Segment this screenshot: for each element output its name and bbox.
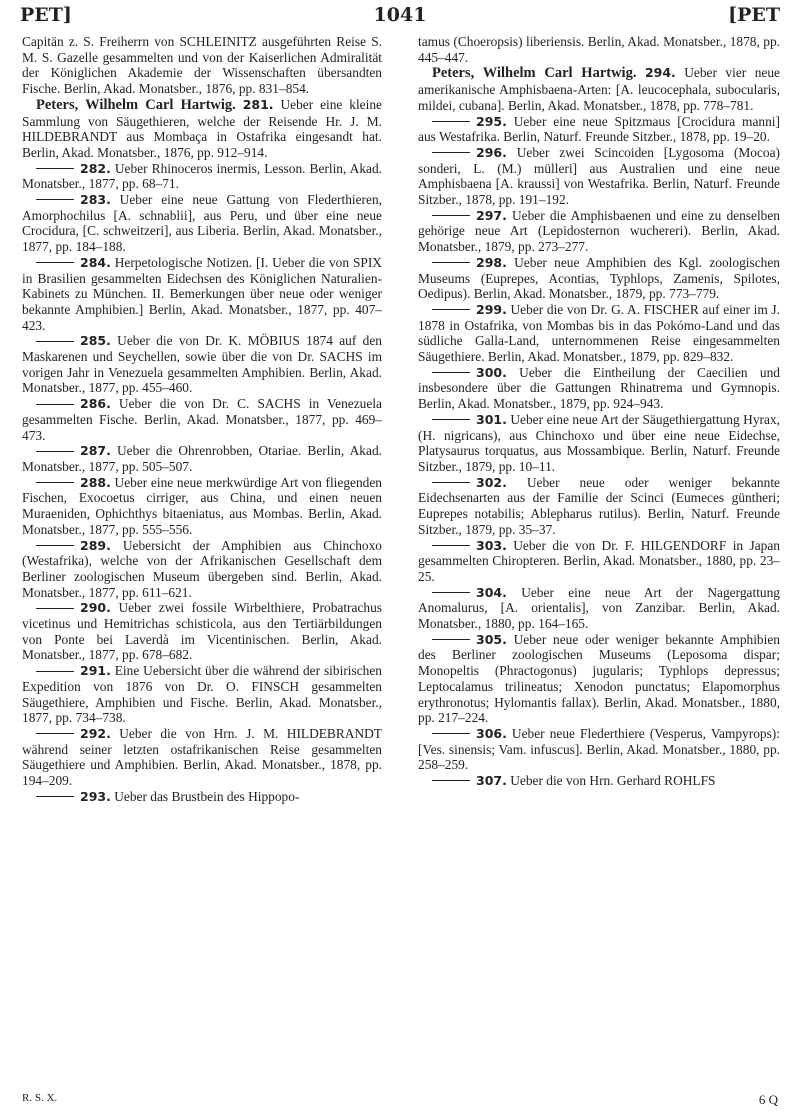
ditto-dash [432,780,470,781]
ditto-dash [36,545,74,546]
bibliography-entry [418,475,780,538]
bibliography-entry [22,333,382,396]
left-column [22,34,382,804]
bibliography-entry [22,443,382,474]
entry-number: 306. [476,725,507,741]
entry-text: Ueber eine neue merkwürdige Art von fliegenden Fischen, Exocoetus cirriger, aus China, und einen neuen Muraeniden, Ophichthys bitaeniatus, aus Mombas. Berlin, Akad. Monatsber., 1877, pp. 555–556. [22,474,382,537]
bibliography-entry [418,773,780,789]
bibliography-entry [22,663,382,726]
entry-text: Capitän z. S. Freiherrn von SCHLEINITZ ausgeführten Reise S. M. S. Gazelle gesammelten und von der Kaiserlichen Admiralität der Königlichen Akademie der Wissenschaften übersandten Fische. Berlin, Akad. Monatsber., 1876, pp. 831–854. [22,34,382,97]
ditto-dash [432,733,470,734]
entry-number: 302. [476,474,507,490]
entry-number: 298. [476,254,507,270]
ditto-dash [36,608,74,609]
ditto-dash [432,639,470,640]
ditto-dash [36,404,74,405]
entry-number: 290. [80,600,111,616]
bibliography-entry [418,34,780,65]
entry-text: Ueber die von Dr. C. SACHS in Venezuela gesammelten Fische. Berlin, Akad. Monatsber., 1877, pp. 469–473. [22,396,382,443]
entry-text: Ueber eine neue Spitzmaus [Crocidura manni] aus Westafrika. Berlin, Naturf. Freunde Sitzber., 1878, pp. 19–20. [418,113,780,145]
entry-text: Ueber eine neue Art der Nagergattung Anomalurus, [A. orientalis], von Zanzibar. Berlin, Akad. Monatsber., 1880, pp. 164–165. [418,584,780,632]
entry-text: Ueber zwei Scincoiden [Lygosoma (Mocoa) sonderi, L. (M.) mülleri] aus Australien und eine neue Amphisbaena [A. kraussi] von Westafrika. Berlin, Naturf. Freunde Sitzber., 1878, pp. 191–192. [418,144,781,208]
bibliography-entry [22,34,382,97]
entry-number: 291. [80,663,111,679]
page-number: 1041 [373,4,427,26]
ditto-dash [36,671,74,672]
bibliography-entry [22,396,382,443]
bibliography-entry [22,192,382,255]
ditto-dash [432,592,470,593]
entry-text: Ueber neue Flederthiere (Vesperus, Vampyrops): [Ves. sinensis; Vam. infuscus]. Berlin, Akad. Monatsber., 1880, pp. 258–259. [418,725,780,773]
entry-text: Ueber die von Dr. G. A. FISCHER auf einer im J. 1878 in Ostafrika, von Mombas bis in das Pokómo-Land und das südliche Galla-Land, unternommenen Reise eingesammelten Säugethiere. Berlin, Akad. Monatsber., 1879, pp. 829–832. [418,301,780,365]
ditto-dash [432,482,470,483]
ditto-dash [432,262,470,263]
entry-text: tamus (Choeropsis) liberiensis. Berlin, Akad. Monatsber., 1878, pp. 445–447. [418,34,780,65]
right-column [418,34,780,789]
ditto-dash [432,545,470,546]
entry-number: 283. [80,192,111,208]
page-footer [22,1092,778,1110]
entry-text: Ueber vier neue amerikanische Amphisbaena-Arten: [A. leucocephala, subocularis, mildei, cubana]. Berlin, Akad. Monatsber., 1878, pp. 778–781. [418,65,780,113]
bibliography-entry [22,161,382,192]
bibliography-entry [418,365,780,412]
entry-text: Eine Uebersicht über die während der sibirischen Expedition von 1876 von Dr. O. FINSCH gesammelten Säugethiere, Amphibien und Fische. Berlin, Akad. Monatsber., 1877, pp. 734–738. [22,663,382,726]
bibliography-entry [418,145,780,208]
ditto-dash [36,451,74,452]
ditto-dash [36,796,74,797]
entry-number: 289. [80,537,111,553]
entry-text: Herpetologische Notizen. [I. Ueber die von SPIX in Brasilien gesammelten Eidechsen des Königlichen Naturalien-Kabinets zu München. II. Bemerkungen über neue oder weniger bekannte Amphibien.] Berlin, Akad. Monatsber., 1877, pp. 407–423. [22,254,382,333]
header-right: [PET [728,4,780,26]
entry-number: 296. [476,144,507,160]
bibliography-entry [418,538,780,585]
entry-text: Ueber die von Dr. K. MÖBIUS 1874 auf den Maskarenen und Seychellen, sowie über die von Dr. SACHS im vorigen Jahr in Venezuela gesammelten Amphibien. Berlin, Akad. Monatsber., 1877, pp. 455–460. [22,333,382,396]
ditto-dash [432,372,470,373]
entry-number: 303. [476,537,507,553]
entry-number: 307. [476,773,507,789]
entry-text: Ueber die von Hrn. J. M. HILDEBRANDT während seiner letzten ostafrikanischen Reise gesammelten Säugethiere und Amphibien. Berlin, Akad. Monatsber., 1878, pp. 194–209. [22,725,382,789]
footer-signature: R. S. X. [22,1092,58,1104]
ditto-dash [36,733,74,734]
bibliography-entry [22,600,382,663]
entry-number: 285. [80,333,111,349]
entry-text: Ueber neue Amphibien des Kgl. zoologischen Museums (Euprepes, Acontias, Typhlops, Zamenis, Spilotes, Oedipus). Berlin, Akad. Monatsber., 1879, pp. 773–779. [418,254,780,302]
entry-text: Ueber die von Hrn. Gerhard ROHLFS [510,773,716,789]
bibliography-entry [418,114,780,145]
bibliography-entry [22,97,382,161]
entry-number: 293. [80,788,111,804]
bibliography-entry [418,632,780,726]
entry-text: Ueber das Brustbein des Hippopo- [114,788,300,804]
entry-text: Ueber die von Dr. F. HILGENDORF in Japan gesammelten Chiropteren. Berlin, Akad. Monatsber., 1880, pp. 23–25. [418,537,780,584]
entry-number: 292. [80,725,111,741]
ditto-dash [432,121,470,122]
bibliography-entry [22,726,382,789]
entry-number: 305. [476,631,507,647]
ditto-dash [432,419,470,420]
ditto-dash [36,482,74,483]
entry-number: 301. [476,411,507,427]
entry-number: 297. [476,207,507,223]
ditto-dash [432,152,470,153]
bibliography-entry [22,789,382,805]
entry-number: 284. [80,254,111,270]
bibliography-entry [22,538,382,601]
entry-number: 295. [476,113,507,129]
ditto-dash [432,215,470,216]
entry-number: 282. [80,160,111,176]
entry-text: Ueber neue oder weniger bekannte Amphibien des Berliner zoologischen Museums (Leposoma dispar; Monopeltis (Phractogonus) jugularis; Typhlops depressus; Leptocalamus trilineatus; Xenodon punctatus; Elapomorphus erythronotus; Hylomantis fallax). Berlin, Akad. Monatsber., 1880, pp. 217–224. [418,631,780,726]
entry-text: Ueber eine neue Gattung von Flederthieren, Amorphochilus [A. schnablii], aus Peru, und über eine neue Crocidura, [C. schweitzeri], aus Liberia. Berlin, Akad. Monatsber., 1877, pp. 184–188. [22,192,382,255]
entry-author: Peters, Wilhelm Carl Hartwig. [432,65,637,82]
page-header [20,4,780,30]
ditto-dash [36,262,74,263]
entry-text: Uebersicht der Amphibien aus Chinchoxo (Westafrika), welche von der Afrikanischen Gesellschaft dem Berliner zoologischen Museum übergeben sind. Berlin, Akad. Monatsber., 1877, pp. 611–621. [22,537,382,600]
entry-text: Ueber Rhinoceros inermis, Lesson. Berlin, Akad. Monatsber., 1877, pp. 68–71. [22,160,382,192]
footer-gathering: 6 Q [758,1092,778,1107]
entry-author: Peters, Wilhelm Carl Hartwig. [36,96,236,113]
entry-number: 294. [644,65,676,81]
header-left: PET] [20,4,72,26]
ditto-dash [432,309,470,310]
ditto-dash [36,341,74,342]
entry-number: 281. [242,96,274,112]
entry-text: Ueber die Ohrenrobben, Otariae. Berlin, Akad. Monatsber., 1877, pp. 505–507. [22,443,382,474]
bibliography-entry [418,65,780,113]
entry-text: Ueber die Amphisbaenen und eine zu denselben gehörige neue Art (Lepidosternon wuchereri). Berlin, Akad. Monatsber., 1879, pp. 273–277. [418,207,780,255]
bibliography-entry [418,302,780,365]
entry-text: Ueber zwei fossile Wirbelthiere, Probatrachus vicetinus und Hemitrichas schisticola, aus den Tertiärbildungen von Ponte bei Laverdà im Vicentinischen. Berlin, Akad. Monatsber., 1877, pp. 678–682. [22,600,382,663]
bibliography-entry [418,585,780,632]
entry-number: 287. [80,443,111,459]
bibliography-entry [22,255,382,334]
bibliography-entry [418,255,780,302]
entry-number: 300. [476,364,507,380]
entry-text: Ueber neue oder weniger bekannte Eidechsenarten aus der Familie der Scinci (Eumeces güntheri; Euprepes notabilis; Ablepharus rutilus). Berlin, Naturf. Freunde Sitzber., 1879, pp. 35–37. [418,474,780,537]
bibliography-entry [418,412,780,475]
entry-number: 299. [476,301,507,317]
entry-number: 304. [476,584,507,600]
entry-text: Ueber die Eintheilung der Caecilien und insbesondere über die Gattungen Rhinatrema und Gymnopis. Berlin, Akad. Monatsber., 1879, pp. 924–943. [418,364,780,412]
bibliography-entry [418,208,780,255]
ditto-dash [36,199,74,200]
ditto-dash [36,168,74,169]
entry-number: 288. [80,474,111,490]
entry-text: Ueber eine kleine Sammlung von Säugethieren, welche der Reisende Hr. J. M. HILDEBRANDT aus Mombaça in Ostafrika eingesandt hat. Berlin, Akad. Monatsber., 1876, pp. 912–914. [22,96,382,160]
entry-text: Ueber eine neue Art der Säugethiergattung Hyrax, (H. nigricans), aus Chinchoxo und über eine neue Eidechse, Platysaurus torquatus, aus Mossambique. Berlin, Naturf. Freunde Sitzber., 1879, pp. 10–11. [418,411,780,474]
bibliography-entry [418,726,780,773]
bibliography-entry [22,475,382,538]
entry-number: 286. [80,396,111,412]
